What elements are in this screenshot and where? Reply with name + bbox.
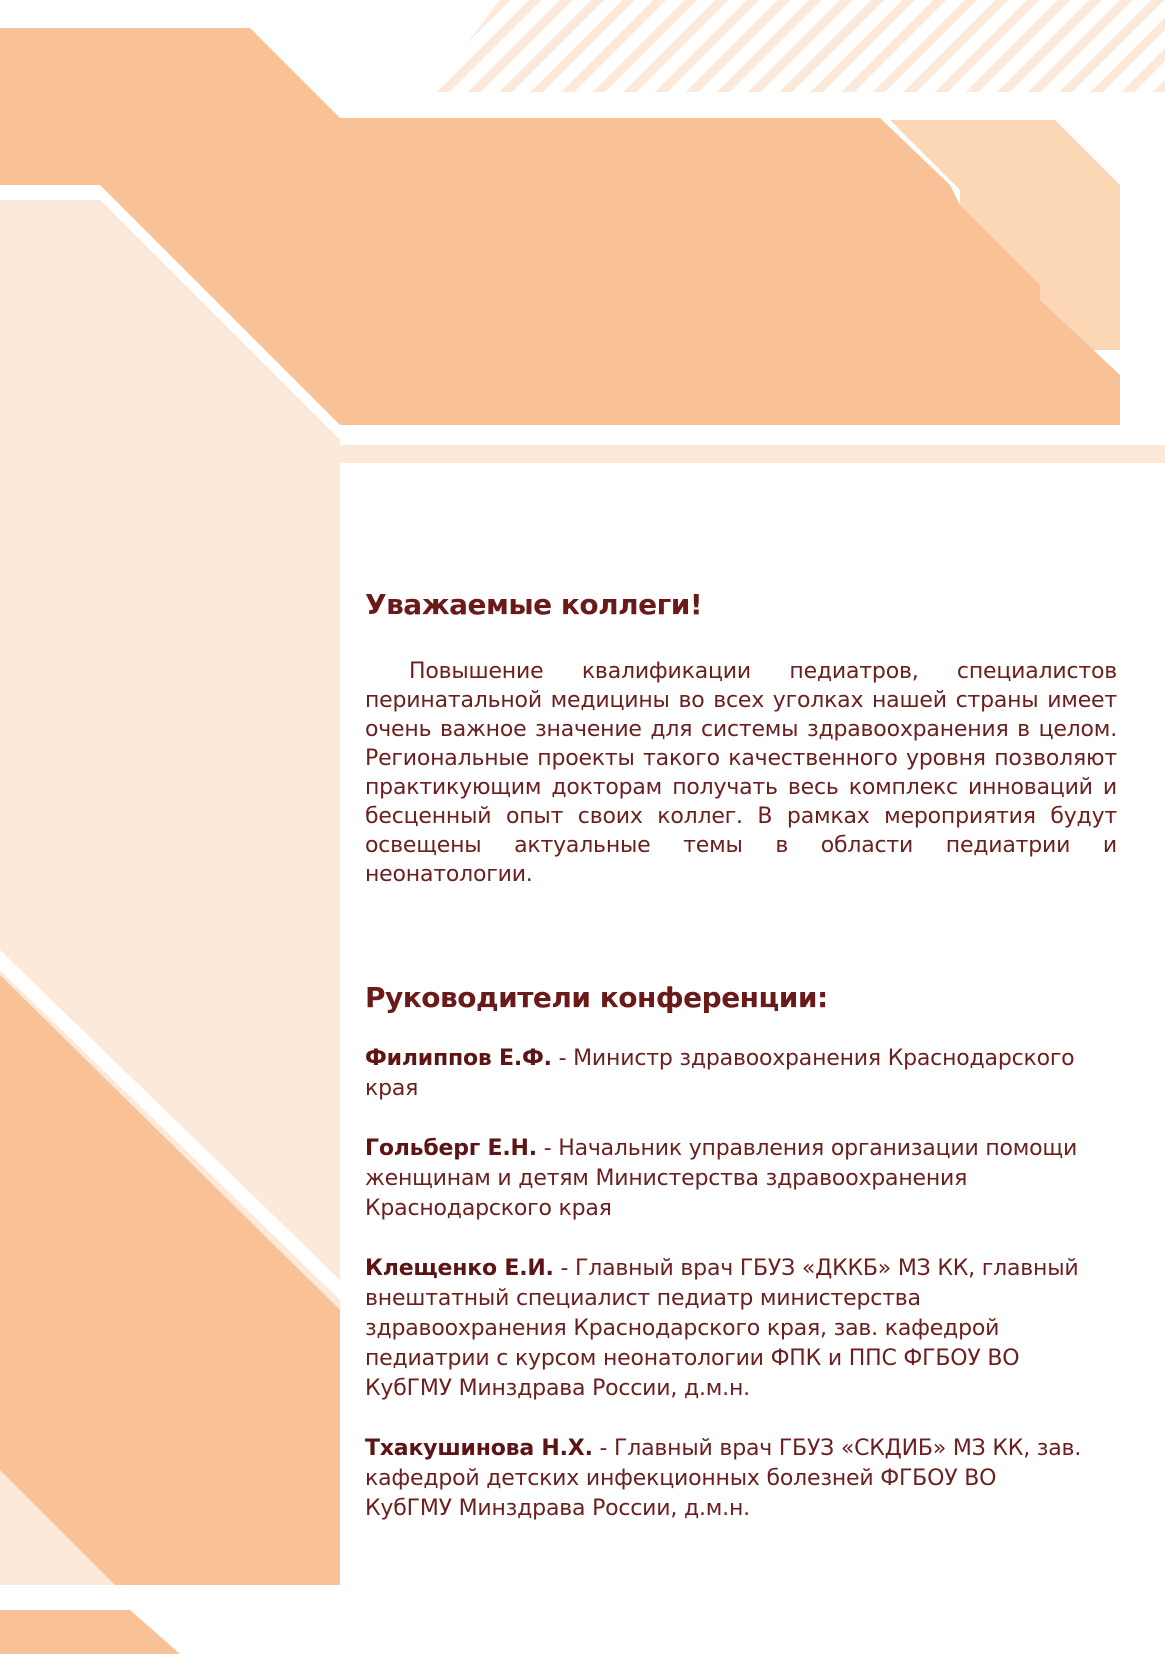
intro-paragraph: Повышение квалификации педиатров, специалистов перинатальной медицины во всех уголках нашей страны имеет очень важное значение для системы здравоохранения в целом. Региональные проекты такого качественного уровня позволяют практикующим докторам получать весь комплекс инноваций и бесценный опыт своих коллег. В рамках мероприятия будут освещены актуальные темы в области педиатрии и неонатологии. — [365, 659, 1117, 887]
leader-name: Филиппов Е.Ф. — [365, 1046, 552, 1071]
orange-bottom-corner — [0, 1610, 180, 1654]
leaders-heading: Руководители конференции: — [365, 981, 828, 1014]
leader-item — [365, 1134, 1085, 1224]
main-content — [365, 588, 1117, 1554]
leader-item — [365, 1044, 1085, 1104]
leader-item — [365, 1434, 1085, 1524]
leader-name: Гольберг Е.Н. — [365, 1136, 537, 1161]
thin-bar — [340, 445, 1165, 463]
stripe-pattern — [430, 0, 1165, 92]
leader-item — [365, 1254, 1085, 1404]
leaders-list — [365, 1044, 1117, 1524]
leader-name: Тхакушинова Н.Х. — [365, 1436, 593, 1461]
leader-role: - Начальник управления организации помощи женщинам и детям Министерства здравоохранения Краснодарского края — [365, 1136, 1078, 1221]
leader-role: - Главный врач ГБУЗ «СКДИБ» МЗ КК, зав. кафедрой детских инфекционных болезней ФГБОУ ВО КубГМУ Минздрава России, д.м.н. — [365, 1436, 1082, 1521]
leader-role: - Министр здравоохранения Краснодарского края — [365, 1046, 1075, 1101]
leader-name: Клещенко Е.И. — [365, 1256, 554, 1281]
greeting-heading: Уважаемые коллеги! — [365, 588, 703, 621]
leader-role: - Главный врач ГБУЗ «ДККБ» МЗ КК, главный внештатный специалист педиатр министерства здравоохранения Краснодарского края, зав. кафедрой педиатрии с курсом неонатологии ФПК и ППС ФГБОУ ВО КубГМУ Минздрава России, д.м.н. — [365, 1256, 1079, 1401]
